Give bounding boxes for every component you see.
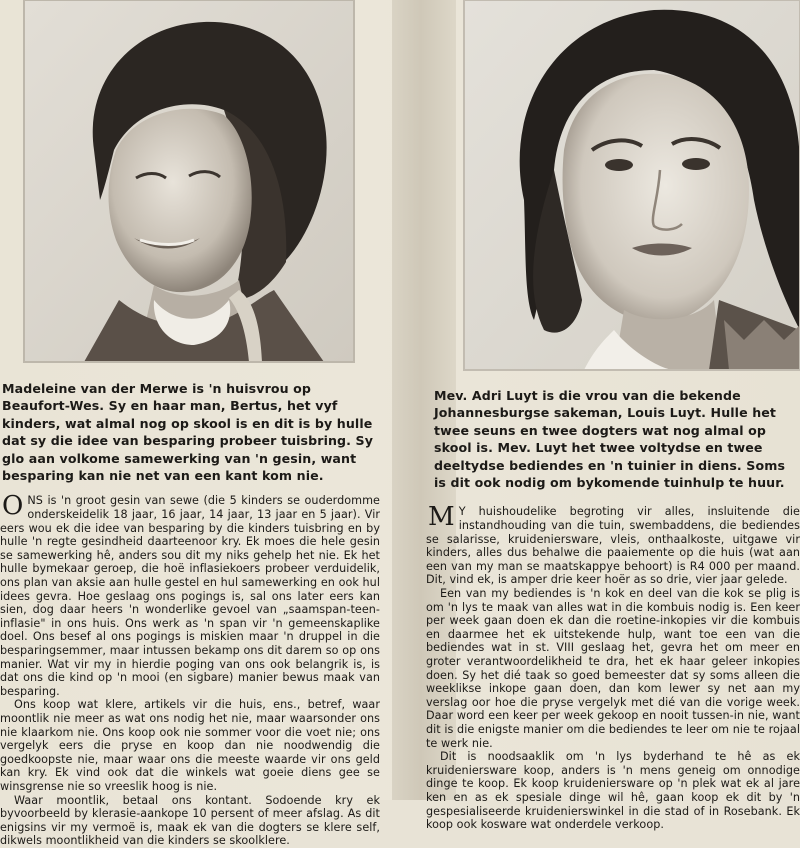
portrait-photo-right — [464, 0, 800, 370]
left-paragraph-2: Ons koop wat klere, artikels vir die huis, ens., betref, waar moontlik nie meer as wat ons nodig het nie, maar waarsonder ons nie klaarkom nie. Ons koop ook nie sommer voor die voet nie; ons vergelyk eers die pryse en koop dan nie noodwendig die goedkoopste nie, maar waar ons die meeste waarde vir ons geld kan kry. Ek vind ook dat die winkels wat goeie diens gee se winsgrense nie so vreeslik hoog is nie. — [0, 698, 380, 793]
left-paragraph-1 — [0, 491, 380, 698]
right-paragraph-2: Een van my bediendes is 'n kok en deel van die kok se plig is om 'n lys te maak van alles wat in die kombuis nodig is. Een keer per week gaan doen ek dan die roetine-inkopies vir die kombuis en daarmee het ek uitstekende hulp, want toe een van die bediendes wat in st. VIII geslaag het, gevra het om meer en groter verantwoordelikheid te dra, het ek haar geleer inkopies doen. Sy het dié taak so goed bemeester dat sy soms alleen die weeklikse inkope gaan doen, dan kom lewer sy net aan my verslag oor hoe die pryse vergelyk met dié van die vorige week. Daar word een keer per week gekoop en nooit tussen-in nie, want dit is die enigste manier om die bediendes te leer om nie te rojaal te werk nie. — [426, 587, 800, 750]
right-article-column — [410, 387, 800, 832]
left-paragraph-1-text: NS is 'n groot gesin van sewe (die 5 kinders se ouderdomme onderskeidelik 18 jaar, 16 jaar, 14 jaar, 13 jaar en 5 jaar). Vir eers wou ek die idee van besparing by die kinders tuisbring en by hulle 'n regte gesindheid daarteenoor kry. Ek moes die hele gesin se samewerking hê, anders sou dit my niks gehelp het nie. Ek het hulle bymekaar geroep, die hoë inflasiekoers probeer verduidelik, ons plan van aksie aan hulle gestel en hul samewerking en ook hul idees gevra. Hoe geslaag ons pogings is, sal ons later eers kan sien, dog daar heers 'n wonderlike gevoel van „saamspan-teen-inflasie" in ons huis. Ons werk as 'n span vir 'n gemeenskaplike doel. Ons besef al ons pogings is miskien maar 'n druppel in die besparingsemmer, maar intussen bekamp ons dit darem so op ons manier. Wat vir my in hierdie poging van ons ook belangrik is, is dat ons die kind op 'n mooi (en sigbare) manier bewus maak van besparing. — [0, 494, 380, 698]
right-paragraph-1-text: Y huishoudelike begroting vir alles, insluitende die instandhouding van die tuin, swembaddens, die bediendes se salarisse, kruideniersware, vleis, onthaalkoste, uitgawe vir kinders, alles dus behalwe die paaiemente op die huis (wat aan een van my man se maatskappye behoort) is R4 000 per maand. Dit, vind ek, is amper drie keer hoër as so drie, vier jaar gelede. — [426, 505, 800, 587]
left-body-text — [0, 491, 380, 848]
left-article-column — [0, 380, 380, 848]
right-paragraph-3: Dit is noodsaaklik om 'n lys byderhand te hê as ek kruideniersware koop, anders is 'n mens geneig om onnodige dinge te koop. Ek koop kruideniersware op 'n plek wat ek al jare ken en as ek spesiale dinge wil hê, gaan koop ek dit by 'n gespesialiseerde kruidenierswinkel in die stad of in Rosebank. Ek koop ook kosware wat onderdele verkoop. — [426, 750, 800, 832]
left-paragraph-3: Waar moontlik, betaal ons kontant. Sodoende kry ek byvoorbeeld by klerasie-aankope 10 persent of meer afslag. As dit enigsins vir my vermoë is, maak ek van die dogters se klere self, dikwels moontlikheid van die kinders se skoolklere. — [0, 793, 380, 848]
right-caption: Mev. Adri Luyt is die vrou van die bekende Johannesburgse sakeman, Louis Luyt. Hulle het twee seuns en twee dogters wat nog almal op skool is. Mev. Luyt het twee voltydse en twee deeltydse bediendes en 'n tuinier in diens. Soms is dit ook nodig om bykomende tuinhulp te huur. — [434, 388, 786, 491]
portrait-left-image — [24, 0, 354, 362]
portrait-right-image — [464, 0, 800, 370]
right-body-text — [410, 502, 800, 832]
right-paragraph-1 — [426, 502, 800, 587]
right-dropcap: M — [428, 502, 455, 533]
portrait-photo-left — [24, 0, 354, 362]
left-caption: Madeleine van der Merwe is 'n huisvrou op Beaufort-Wes. Sy en haar man, Bertus, het vyf kinders, wat almal nog op skool is en dit is by hulle dat sy die idee van besparing probeer tuisbring. Sy glo aan volkome samewerking van 'n gesin, want besparing kan nie net van een kant kom nie. — [2, 381, 374, 484]
left-dropcap: O — [2, 491, 24, 522]
